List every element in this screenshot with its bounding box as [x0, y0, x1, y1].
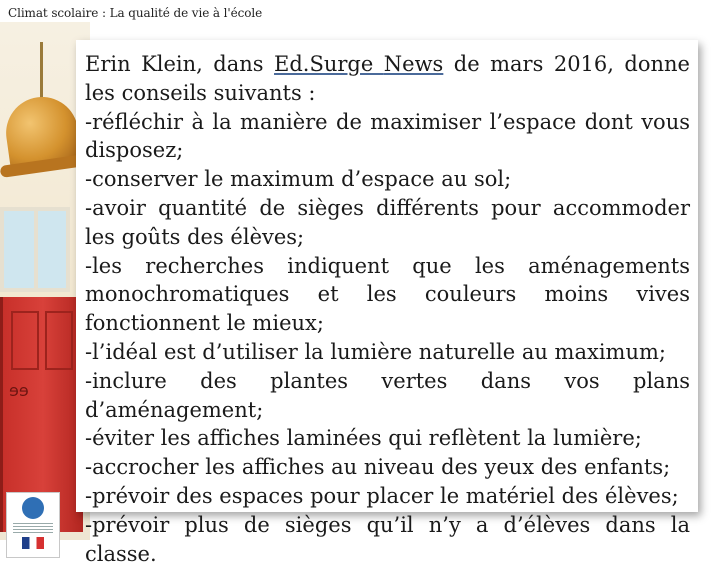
advice-item: -prévoir plus de sièges qu’il n’y a d’élèves dans la classe.	[85, 512, 690, 566]
advice-item: -éviter les affiches laminées qui reflètent la lumière;	[85, 426, 642, 451]
french-flag-icon	[22, 537, 44, 549]
advice-item: -inclure des plantes vertes dans vos plans d’aménagement;	[85, 368, 690, 422]
intro-paragraph	[85, 50, 690, 108]
window-icon	[0, 207, 70, 292]
bell-rope	[40, 42, 43, 102]
door-panel	[11, 311, 39, 370]
advice-item: -les recherches indiquent que les aménagements monochromatiques et les couleurs moins vives fonctionnent le mieux;	[85, 253, 690, 336]
advice-card	[76, 40, 698, 566]
door-handle-icon: ɘɘ	[9, 381, 29, 400]
edsurge-link[interactable]: Ed.Surge	[274, 52, 384, 76]
advice-item: -réfléchir à la manière de maximiser l’espace dont vous disposez;	[85, 109, 690, 163]
logo-emblem	[22, 497, 44, 519]
news-link[interactable]: News	[383, 52, 444, 76]
advice-item: -avoir quantité de sièges différents pour accommoder les goûts des élèves;	[85, 195, 690, 249]
advice-item: -accrocher les affiches au niveau des yeux des enfants;	[85, 455, 671, 480]
page-title: Climat scolaire : La qualité de vie à l'école	[8, 6, 263, 20]
advice-item: -conserver le maximum d’espace au sol;	[85, 167, 512, 192]
logo-text-lines	[13, 523, 53, 535]
ministry-logo-icon	[6, 492, 60, 558]
door-panel	[45, 311, 73, 370]
intro-text-after: de mars 2016, donne les conseils suivants :	[85, 52, 690, 105]
advice-item: -prévoir des espaces pour placer le matériel des élèves;	[85, 483, 679, 508]
advice-item: -l’idéal est d’utiliser la lumière naturelle au maximum;	[85, 339, 666, 364]
intro-text-before: Erin Klein, dans	[85, 52, 275, 76]
